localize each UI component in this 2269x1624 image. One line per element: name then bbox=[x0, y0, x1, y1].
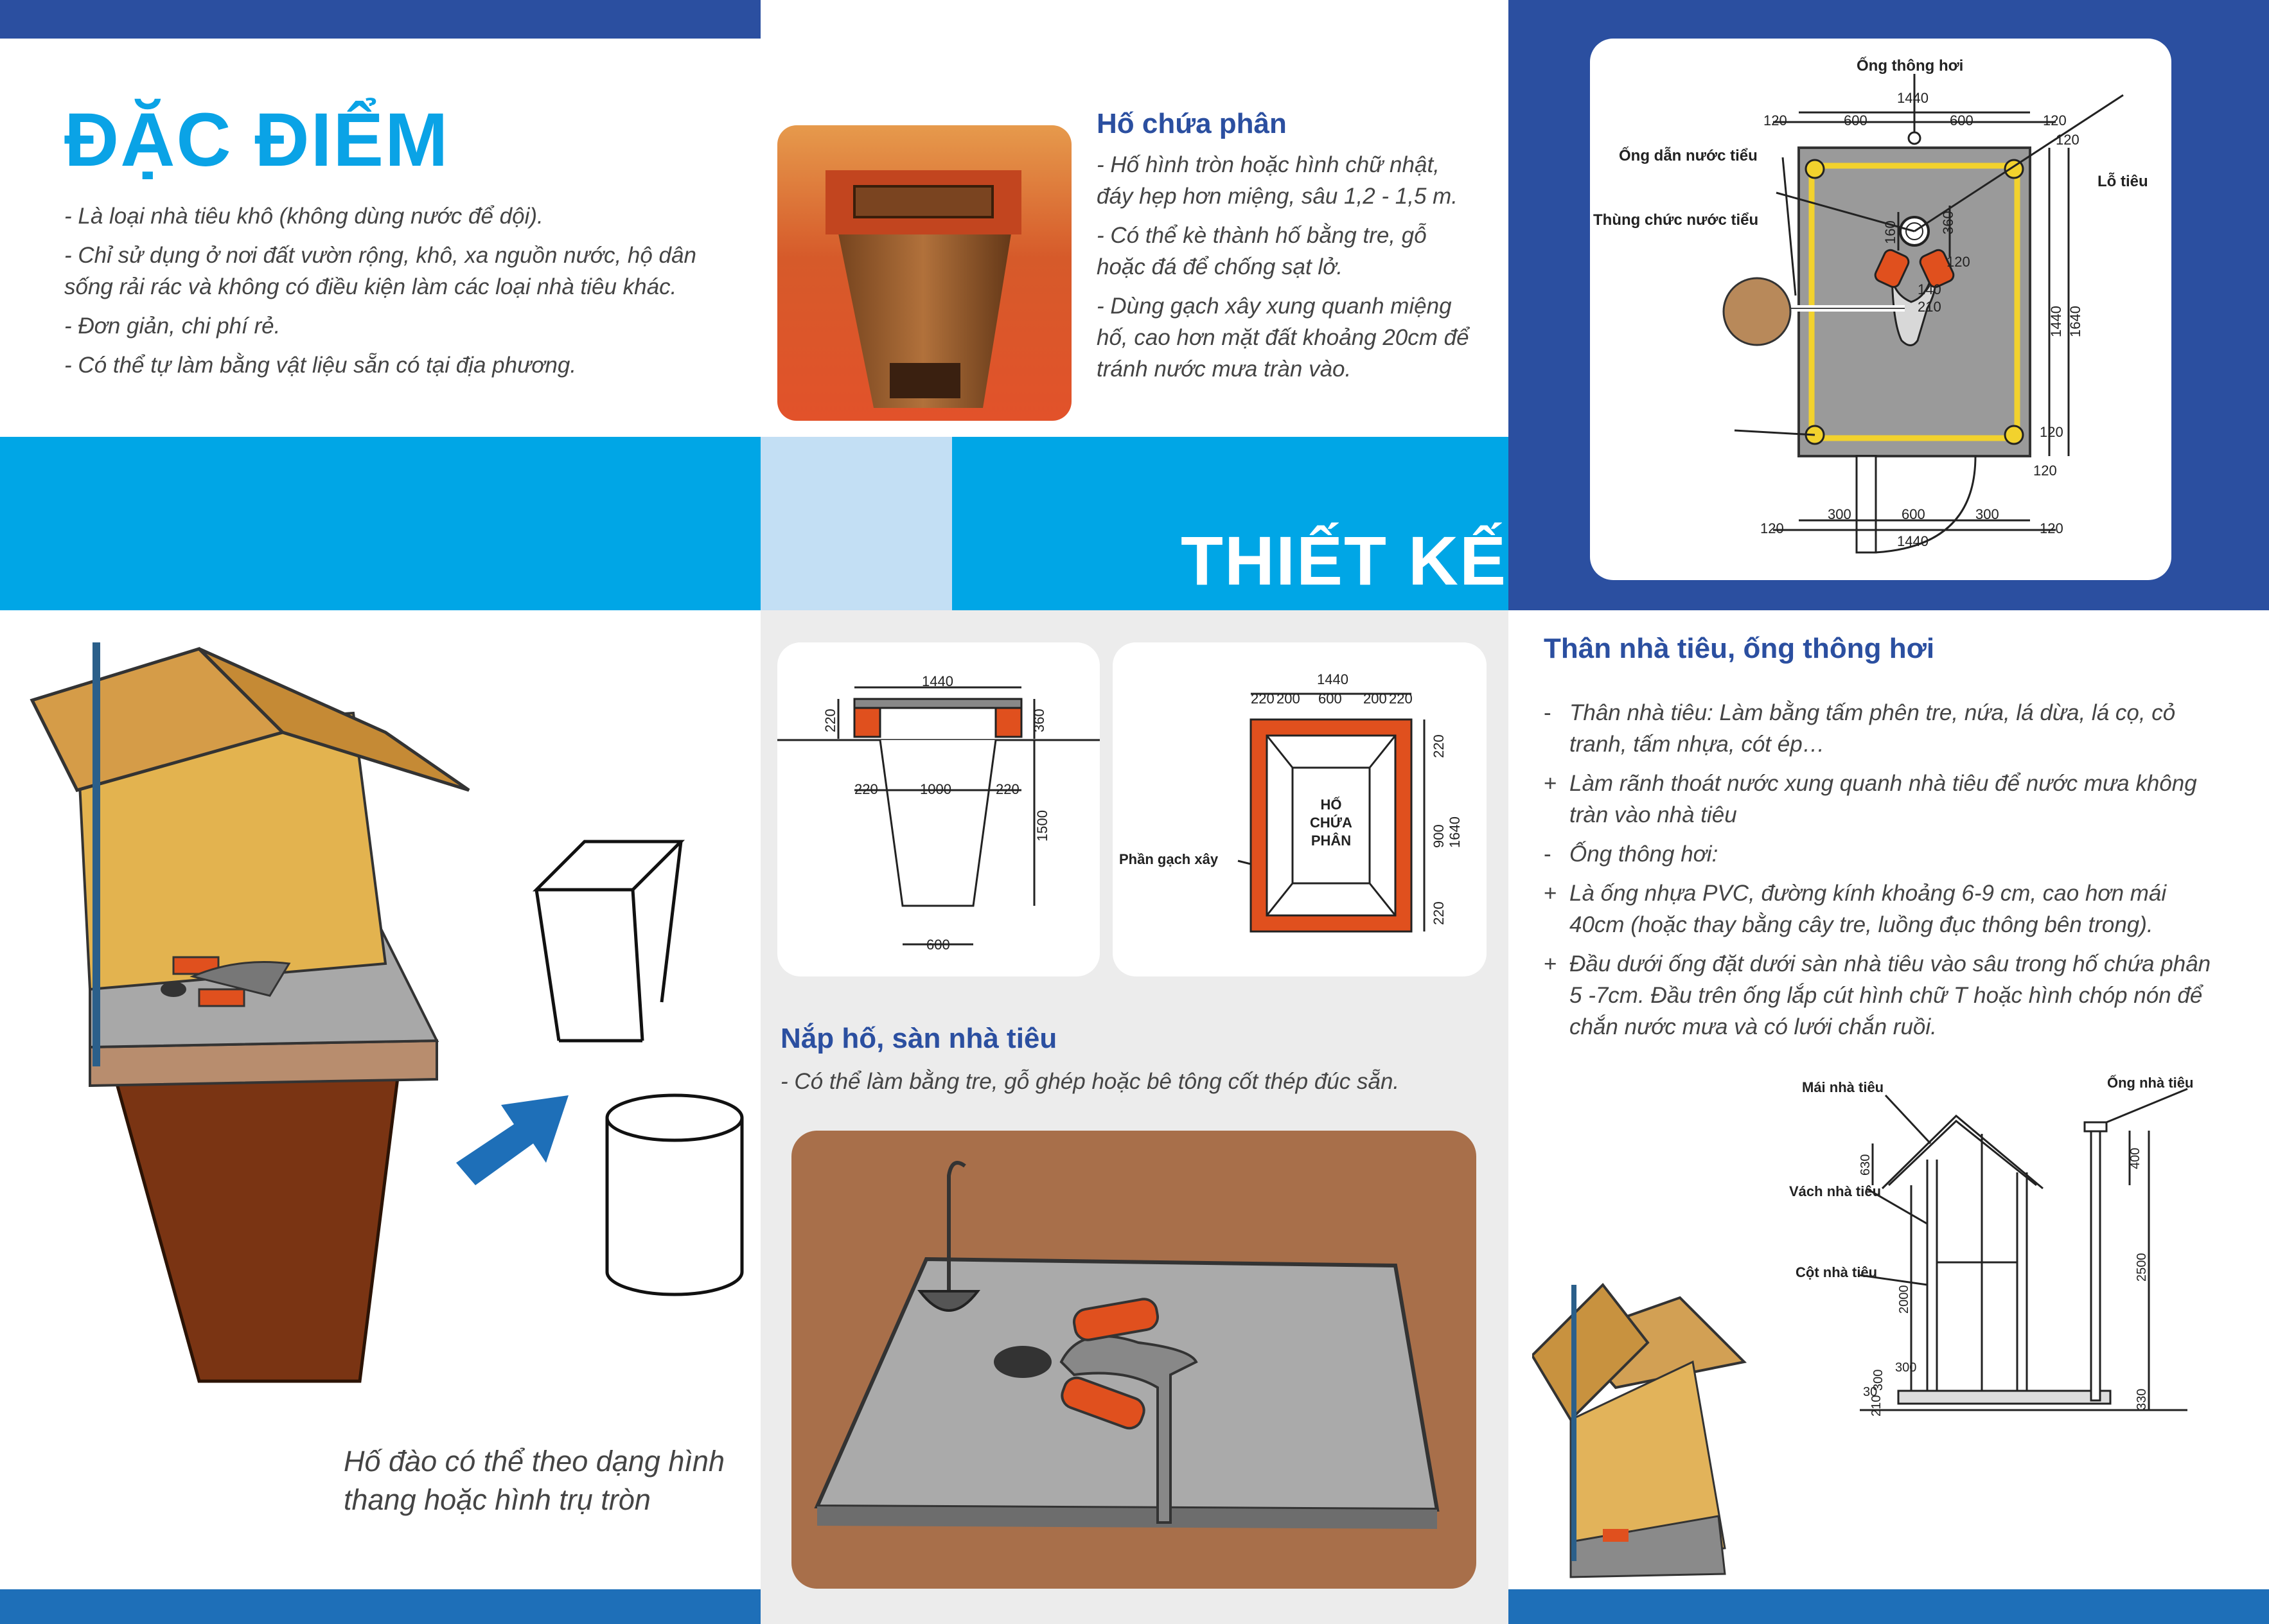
than-nha-item: + Làm rãnh thoát nước xung quanh nhà tiêu để nước mưa không tràn vào nhà tiêu bbox=[1544, 768, 2212, 831]
than-nha-title: Thân nhà tiêu, ống thông hơi bbox=[1544, 633, 1935, 664]
elev-label-ong: Ống nhà tiêu bbox=[2107, 1075, 2194, 1091]
elev-label-cot: Cột nhà tiêu bbox=[1796, 1264, 1878, 1280]
dim-300: 300 bbox=[1828, 506, 1851, 522]
than-nha-item: - Ống thông hơi: bbox=[1544, 838, 2212, 870]
elev-dim-210: 210 bbox=[1869, 1395, 1884, 1417]
elev-dim-2000: 2000 bbox=[1897, 1285, 1911, 1314]
arrow-icon bbox=[450, 1079, 578, 1195]
dim-120: 120 bbox=[1947, 254, 1970, 270]
pit-plan-drawing bbox=[1113, 642, 1487, 976]
dim-300: 300 bbox=[1975, 506, 1999, 522]
elev-dim-330: 330 bbox=[2135, 1388, 2149, 1410]
small-hut-illustration bbox=[1532, 1259, 1808, 1580]
dac-diem-title: ĐẶC ĐIỂM bbox=[64, 98, 450, 182]
dim-160: 160 bbox=[1882, 220, 1898, 244]
ho-chua-phan-item: - Có thể kè thành hố bằng tre, gỗ hoặc đá để chống sạt lở. bbox=[1097, 223, 1427, 279]
pit-shape-caption: Hố đào có thể theo dạng hình thang hoặc hình trụ tròn bbox=[344, 1445, 725, 1516]
pit-label: PHÂN bbox=[1311, 833, 1352, 849]
slab-photo bbox=[791, 1131, 1476, 1589]
dim-1440-side: 1440 bbox=[2048, 306, 2064, 337]
nap-ho-title: Nắp hố, sàn nhà tiêu bbox=[781, 1023, 1057, 1054]
pp-dim-220: 220 bbox=[1431, 901, 1447, 925]
label-lo-tieu: Lỗ tiêu bbox=[2097, 173, 2148, 190]
ho-chua-phan-item: - Dùng gạch xây xung quanh miệng hố, cao hơn mặt đất khoảng 20cm để tránh nước mưa tràn vào. bbox=[1097, 294, 1469, 382]
pp-dim-220: 220 bbox=[1251, 691, 1275, 707]
pp-dim-600: 600 bbox=[1318, 691, 1342, 707]
sec-dim-1440: 1440 bbox=[922, 673, 953, 689]
ho-chua-phan-title: Hố chứa phân bbox=[1097, 108, 1287, 139]
top-left-band bbox=[0, 0, 761, 39]
dim-600: 600 bbox=[1902, 506, 1925, 522]
label-ong-dan-nuoc-tieu: Ống dẫn nước tiểu bbox=[1619, 147, 1758, 164]
dim-360: 360 bbox=[1940, 211, 1956, 234]
elev-dim-400: 400 bbox=[2128, 1147, 2142, 1169]
than-nha-item: + Là ống nhựa PVC, đường kính khoảng 6-9 cm, cao hơn mái 40cm (hoặc thay bằng cây tre, luồng đục thông bên trong). bbox=[1544, 878, 2212, 940]
pp-dim-1440: 1440 bbox=[1317, 671, 1348, 687]
dim-120: 120 bbox=[2043, 112, 2067, 128]
brick-label: Phần gạch xây bbox=[1119, 851, 1219, 867]
sec-dim-600: 600 bbox=[926, 937, 950, 953]
elev-label-vach: Vách nhà tiêu bbox=[1789, 1183, 1882, 1199]
elev-dim-300: 300 bbox=[1895, 1361, 1917, 1375]
sec-dim-360: 360 bbox=[1031, 709, 1047, 732]
sec-dim-1500: 1500 bbox=[1034, 810, 1050, 842]
than-nha-list bbox=[1544, 697, 2212, 1050]
than-nha-item: - Thân nhà tiêu: Làm bằng tấm phên tre, nứa, lá dừa, lá cọ, cỏ tranh, tấm nhựa, cót ép… bbox=[1544, 697, 2212, 760]
pp-dim-1640: 1640 bbox=[1447, 816, 1463, 848]
trapezoid-shape bbox=[527, 829, 687, 1047]
pp-dim-220: 220 bbox=[1389, 691, 1413, 707]
label-thung: Thùng chức nước tiểu bbox=[1593, 211, 1759, 229]
bottom-left-band bbox=[0, 1589, 761, 1624]
dim-120: 120 bbox=[2040, 424, 2063, 440]
sec-dim-1000: 1000 bbox=[920, 781, 951, 797]
dim-120: 120 bbox=[2056, 132, 2079, 148]
dim-120: 120 bbox=[1760, 520, 1784, 536]
latrine-hut-illustration bbox=[26, 630, 475, 1400]
dim-1440-bottom: 1440 bbox=[1897, 533, 1929, 549]
dim-120: 120 bbox=[2040, 520, 2063, 536]
dim-600: 600 bbox=[1950, 112, 1973, 128]
pit-label: HỐ bbox=[1320, 797, 1342, 813]
elev-dim-630: 630 bbox=[1858, 1154, 1873, 1176]
dac-diem-list bbox=[64, 200, 713, 389]
nap-ho-text: - Có thể làm bằng tre, gỗ ghép hoặc bê tông cốt thép đúc sẵn. bbox=[781, 1069, 1400, 1094]
elev-dim-2500: 2500 bbox=[2135, 1253, 2149, 1282]
sec-dim-220: 220 bbox=[996, 781, 1020, 797]
dim-600: 600 bbox=[1844, 112, 1867, 128]
dac-diem-item: - Đơn giản, chi phí rẻ. bbox=[64, 313, 281, 339]
ho-chua-phan-list bbox=[1097, 149, 1476, 393]
ho-chua-phan-item: - Hố hình tròn hoặc hình chữ nhật, đáy hẹp hơn miệng, sâu 1,2 - 1,5 m. bbox=[1097, 152, 1458, 209]
sec-dim-220: 220 bbox=[854, 781, 878, 797]
dim-1440-top: 1440 bbox=[1897, 90, 1929, 106]
mid-pale-band bbox=[761, 437, 952, 610]
pp-dim-220: 220 bbox=[1431, 734, 1447, 758]
dim-1640: 1640 bbox=[2067, 306, 2083, 337]
dac-diem-item: - Là loại nhà tiêu khô (không dùng nước để dội). bbox=[64, 204, 543, 229]
label-ong-thong-hoi: Ống thông hơi bbox=[1857, 57, 1964, 75]
dim-140: 140 bbox=[1918, 281, 1941, 297]
than-nha-item: + Đầu dưới ống đặt dưới sàn nhà tiêu vào sâu trong hố chứa phân 5 -7cm. Đầu trên ống lắp cút hình chữ T hoặc hình chóp nón để chắn nước mưa và có lưới chắn ruồi. bbox=[1544, 948, 2212, 1043]
left-blue-band bbox=[0, 437, 761, 610]
cylinder-shape bbox=[597, 1086, 752, 1304]
sec-dim-220: 220 bbox=[822, 709, 838, 732]
elevation-drawing bbox=[1789, 1070, 2239, 1429]
section-drawing bbox=[777, 642, 1100, 976]
dim-120: 120 bbox=[1763, 112, 1787, 128]
dac-diem-item: - Có thể tự làm bằng vật liệu sẵn có tại địa phương. bbox=[64, 353, 577, 378]
elev-dim-300: 300 bbox=[1871, 1369, 1885, 1391]
elev-dim-30: 30 bbox=[1863, 1385, 1878, 1399]
dac-diem-item: - Chỉ sử dụng ở nơi đất vườn rộng, khô, xa nguồn nước, hộ dân sống rải rác và không có điều kiện làm các loại nhà tiêu khác. bbox=[64, 243, 696, 299]
pp-dim-200: 200 bbox=[1276, 691, 1300, 707]
dim-210: 210 bbox=[1918, 299, 1941, 315]
elev-label-mai: Mái nhà tiêu bbox=[1802, 1079, 1884, 1095]
pp-dim-900: 900 bbox=[1431, 824, 1447, 848]
dim-120: 120 bbox=[2033, 463, 2057, 479]
bottom-right-band bbox=[1508, 1589, 2269, 1624]
plan-drawing bbox=[1590, 39, 2171, 580]
pit-label: CHỨA bbox=[1310, 815, 1352, 831]
thiet-ke-title: THIẾT KẾ bbox=[1181, 522, 1508, 599]
pp-dim-200: 200 bbox=[1363, 691, 1387, 707]
pit-photo bbox=[777, 125, 1072, 421]
